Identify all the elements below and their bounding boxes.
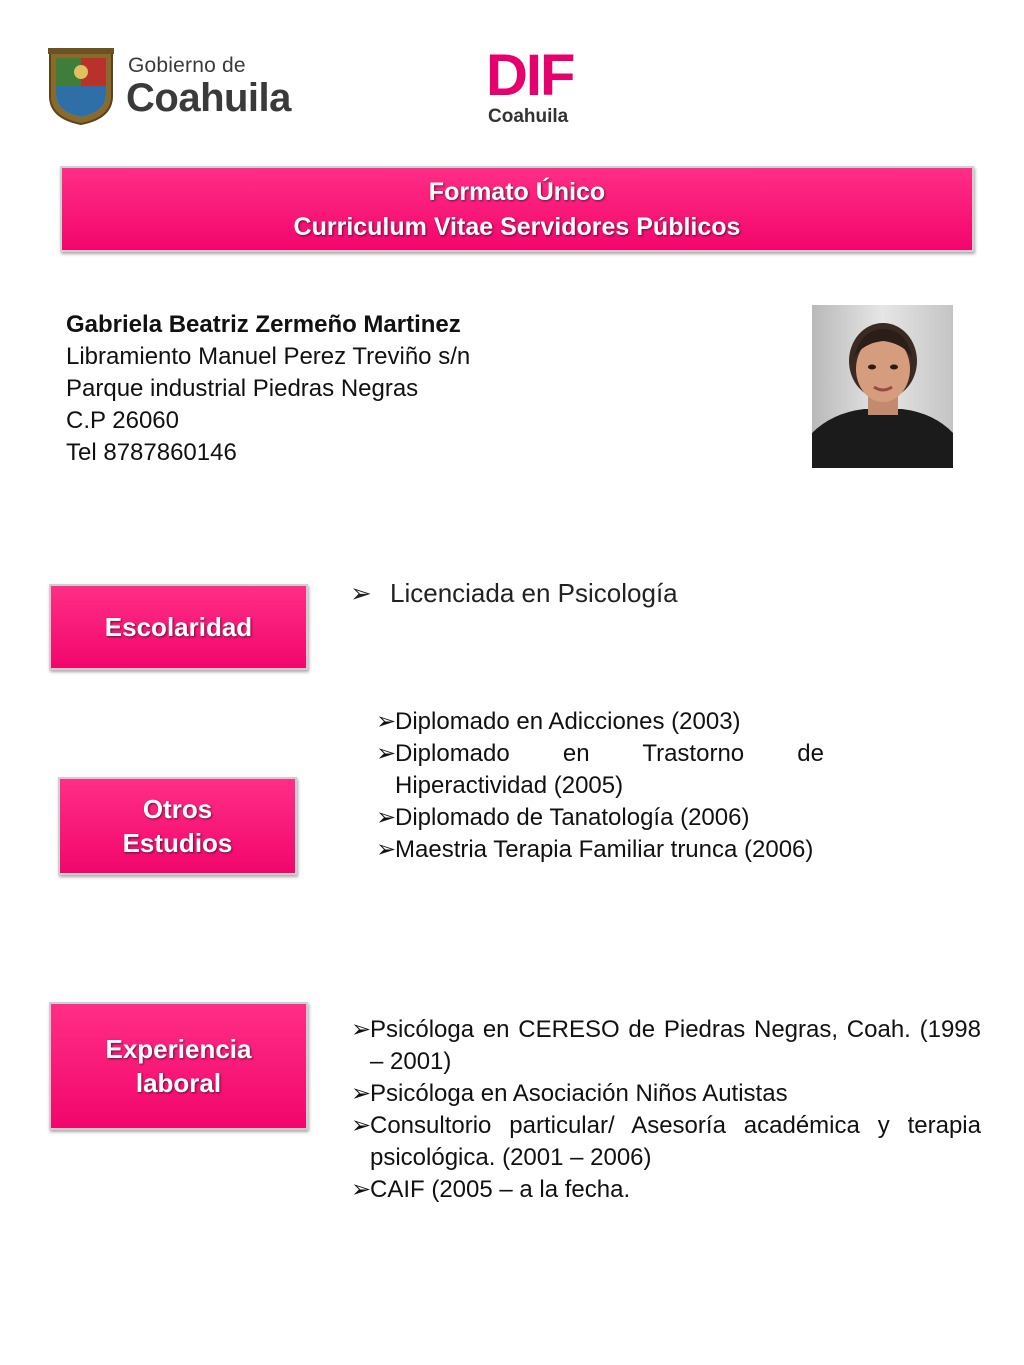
gobierno-big-text: Coahuila xyxy=(126,76,291,120)
list-item-text: CAIF (2005 – a la fecha. xyxy=(370,1176,631,1203)
coat-of-arms-icon xyxy=(44,46,118,126)
person-name: Gabriela Beatriz Zermeño Martinez xyxy=(66,311,461,338)
escolaridad-list-item xyxy=(350,578,678,609)
postal-code: C.P 26060 xyxy=(66,407,179,434)
list-item xyxy=(351,1110,981,1174)
list-item-text: Diplomado en Adicciones (2003) xyxy=(395,708,741,735)
arrow-bullet-icon: ➢ xyxy=(351,1176,372,1203)
arrow-bullet-icon: ➢ xyxy=(351,1016,372,1043)
list-item-text: Diplomado de Tanatología (2006) xyxy=(395,804,750,831)
experiencia-label-line-2: laboral xyxy=(135,1068,222,1098)
experiencia-laboral-label xyxy=(49,1002,308,1130)
list-item-text: Diplomado en Trastorno de Hiperactividad (2005) xyxy=(395,740,824,799)
person-portrait-icon xyxy=(812,305,953,468)
header-banner xyxy=(60,166,974,252)
list-item xyxy=(351,1078,981,1110)
profile-photo xyxy=(812,305,953,468)
list-item-text: Psicóloga en Asociación Niños Autistas xyxy=(370,1080,788,1107)
arrow-bullet-icon: ➢ xyxy=(351,1112,372,1139)
contact-block xyxy=(66,309,470,469)
list-item-text: Psicóloga en CERESO de Piedras Negras, Coah. (1998 – 2001) xyxy=(370,1016,981,1075)
arrow-bullet-icon: ➢ xyxy=(376,740,397,767)
arrow-bullet-icon: ➢ xyxy=(351,1080,372,1107)
dif-coahuila-logo xyxy=(476,43,586,130)
otros-label-line-2: Estudios xyxy=(122,828,233,858)
arrow-bullet-icon: ➢ xyxy=(376,708,397,735)
dif-text: DIF xyxy=(486,43,574,108)
list-item-text: Maestria Terapia Familiar trunca (2006) xyxy=(395,836,814,863)
list-item xyxy=(376,834,824,866)
otros-estudios-label xyxy=(58,777,297,875)
dif-sub-text: Coahuila xyxy=(488,106,569,127)
header-title: Formato Único xyxy=(428,178,606,206)
gobierno-small-text: Gobierno de xyxy=(128,54,246,77)
address-line-1: Libramiento Manuel Perez Treviño s/n xyxy=(66,343,471,370)
phone-number: Tel 8787860146 xyxy=(66,439,237,466)
header-subtitle: Curriculum Vitae Servidores Públicos xyxy=(293,213,741,241)
list-item-text: Consultorio particular/ Asesoría académica y terapia psicológica. (2001 – 2006) xyxy=(370,1112,981,1171)
experiencia-label-line-1: Experiencia xyxy=(105,1034,252,1064)
list-item xyxy=(376,706,824,738)
address-line-2: Parque industrial Piedras Negras xyxy=(66,375,419,402)
arrow-bullet-icon: ➢ xyxy=(376,804,397,831)
arrow-bullet-icon: ➢ xyxy=(376,836,397,863)
experiencia-laboral-list xyxy=(351,1014,981,1206)
list-item xyxy=(376,802,824,834)
escolaridad-label-text: Escolaridad xyxy=(104,612,253,642)
list-item xyxy=(376,738,824,802)
list-item xyxy=(351,1014,981,1078)
arrow-bullet-icon: ➢ xyxy=(350,578,372,608)
otros-label-line-1: Otros xyxy=(142,794,213,824)
otros-estudios-list xyxy=(376,706,824,866)
gobierno-coahuila-logo xyxy=(44,46,304,128)
list-item xyxy=(351,1174,981,1206)
escolaridad-item-text: Licenciada en Psicología xyxy=(390,578,678,608)
escolaridad-label xyxy=(49,584,308,670)
